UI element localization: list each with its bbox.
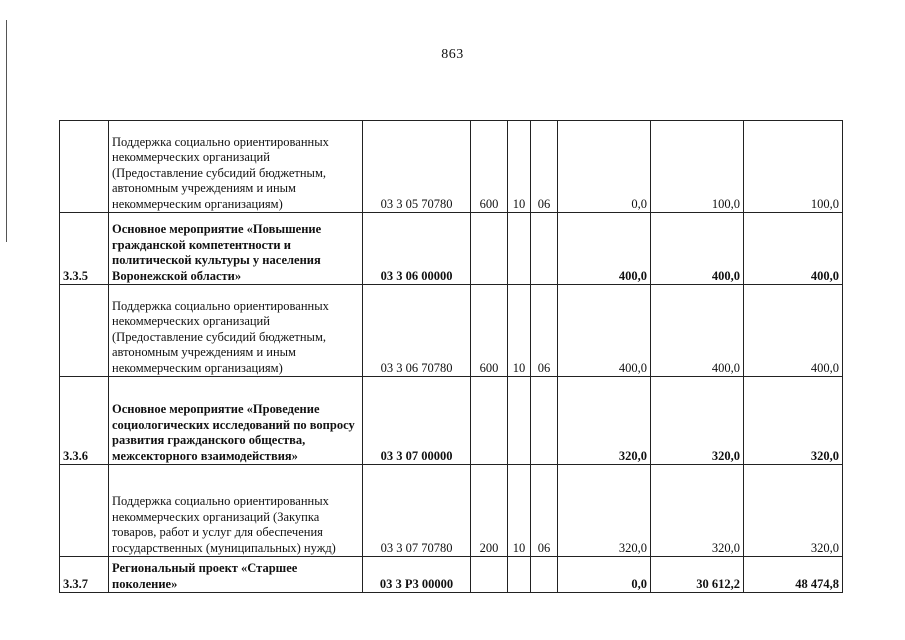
- row-amount-1: 0,0: [558, 121, 651, 213]
- row-description: Поддержка социально ориентированных некоммерческих организаций (Предоставление субсидий бюджетным, автономным учреждениям и иным некоммерческим организациям): [109, 121, 363, 213]
- row-budget-code: 03 3 07 00000: [363, 377, 471, 465]
- row-amount-3: 100,0: [744, 121, 843, 213]
- row-section: [508, 557, 531, 593]
- row-subsection: [531, 213, 558, 285]
- row-description: Поддержка социально ориентированных некоммерческих организаций (Предоставление субсидий бюджетным, автономным учреждениям и иным некоммерческим организациям): [109, 285, 363, 377]
- row-number: [60, 285, 109, 377]
- row-subsection: [531, 377, 558, 465]
- row-budget-code: 03 3 06 70780: [363, 285, 471, 377]
- row-description: Региональный проект «Старшее поколение»: [109, 557, 363, 593]
- row-number: [60, 465, 109, 557]
- row-description: Основное мероприятие «Проведение социологических исследований по вопросу развития гражданского общества, межсекторного взаимодействия»: [109, 377, 363, 465]
- row-section: [508, 213, 531, 285]
- row-expense-type: [471, 377, 508, 465]
- row-subsection: [531, 557, 558, 593]
- row-amount-2: 30 612,2: [651, 557, 744, 593]
- row-amount-1: 400,0: [558, 285, 651, 377]
- table-row: [60, 557, 843, 593]
- row-amount-1: 320,0: [558, 465, 651, 557]
- row-number: 3.3.7: [60, 557, 109, 593]
- budget-table: [59, 120, 843, 593]
- row-amount-3: 320,0: [744, 465, 843, 557]
- row-amount-1: 400,0: [558, 213, 651, 285]
- row-subsection: 06: [531, 465, 558, 557]
- row-amount-3: 48 474,8: [744, 557, 843, 593]
- row-expense-type: [471, 557, 508, 593]
- row-number: 3.3.5: [60, 213, 109, 285]
- table-row: [60, 121, 843, 213]
- table-row: [60, 213, 843, 285]
- row-section: 10: [508, 121, 531, 213]
- row-amount-2: 320,0: [651, 465, 744, 557]
- row-amount-3: 400,0: [744, 213, 843, 285]
- table-row: [60, 465, 843, 557]
- row-subsection: 06: [531, 121, 558, 213]
- row-amount-2: 400,0: [651, 213, 744, 285]
- row-amount-1: 320,0: [558, 377, 651, 465]
- row-amount-1: 0,0: [558, 557, 651, 593]
- table-row: [60, 285, 843, 377]
- table-row: [60, 377, 843, 465]
- row-amount-3: 320,0: [744, 377, 843, 465]
- row-amount-3: 400,0: [744, 285, 843, 377]
- row-expense-type: [471, 213, 508, 285]
- row-budget-code: 03 3 07 70780: [363, 465, 471, 557]
- row-budget-code: 03 3 P3 00000: [363, 557, 471, 593]
- row-amount-2: 400,0: [651, 285, 744, 377]
- row-expense-type: 600: [471, 285, 508, 377]
- row-expense-type: 200: [471, 465, 508, 557]
- row-amount-2: 320,0: [651, 377, 744, 465]
- row-number: 3.3.6: [60, 377, 109, 465]
- row-budget-code: 03 3 05 70780: [363, 121, 471, 213]
- row-section: 10: [508, 465, 531, 557]
- row-number: [60, 121, 109, 213]
- row-subsection: 06: [531, 285, 558, 377]
- row-section: [508, 377, 531, 465]
- row-budget-code: 03 3 06 00000: [363, 213, 471, 285]
- row-amount-2: 100,0: [651, 121, 744, 213]
- row-description: Поддержка социально ориентированных некоммерческих организаций (Закупка товаров, работ и услуг для обеспечения государственных (муниципальных) нужд): [109, 465, 363, 557]
- row-expense-type: 600: [471, 121, 508, 213]
- row-description: Основное мероприятие «Повышение гражданской компетентности и политической культуры у населения Воронежской области»: [109, 213, 363, 285]
- page-number: 863: [441, 47, 464, 62]
- row-section: 10: [508, 285, 531, 377]
